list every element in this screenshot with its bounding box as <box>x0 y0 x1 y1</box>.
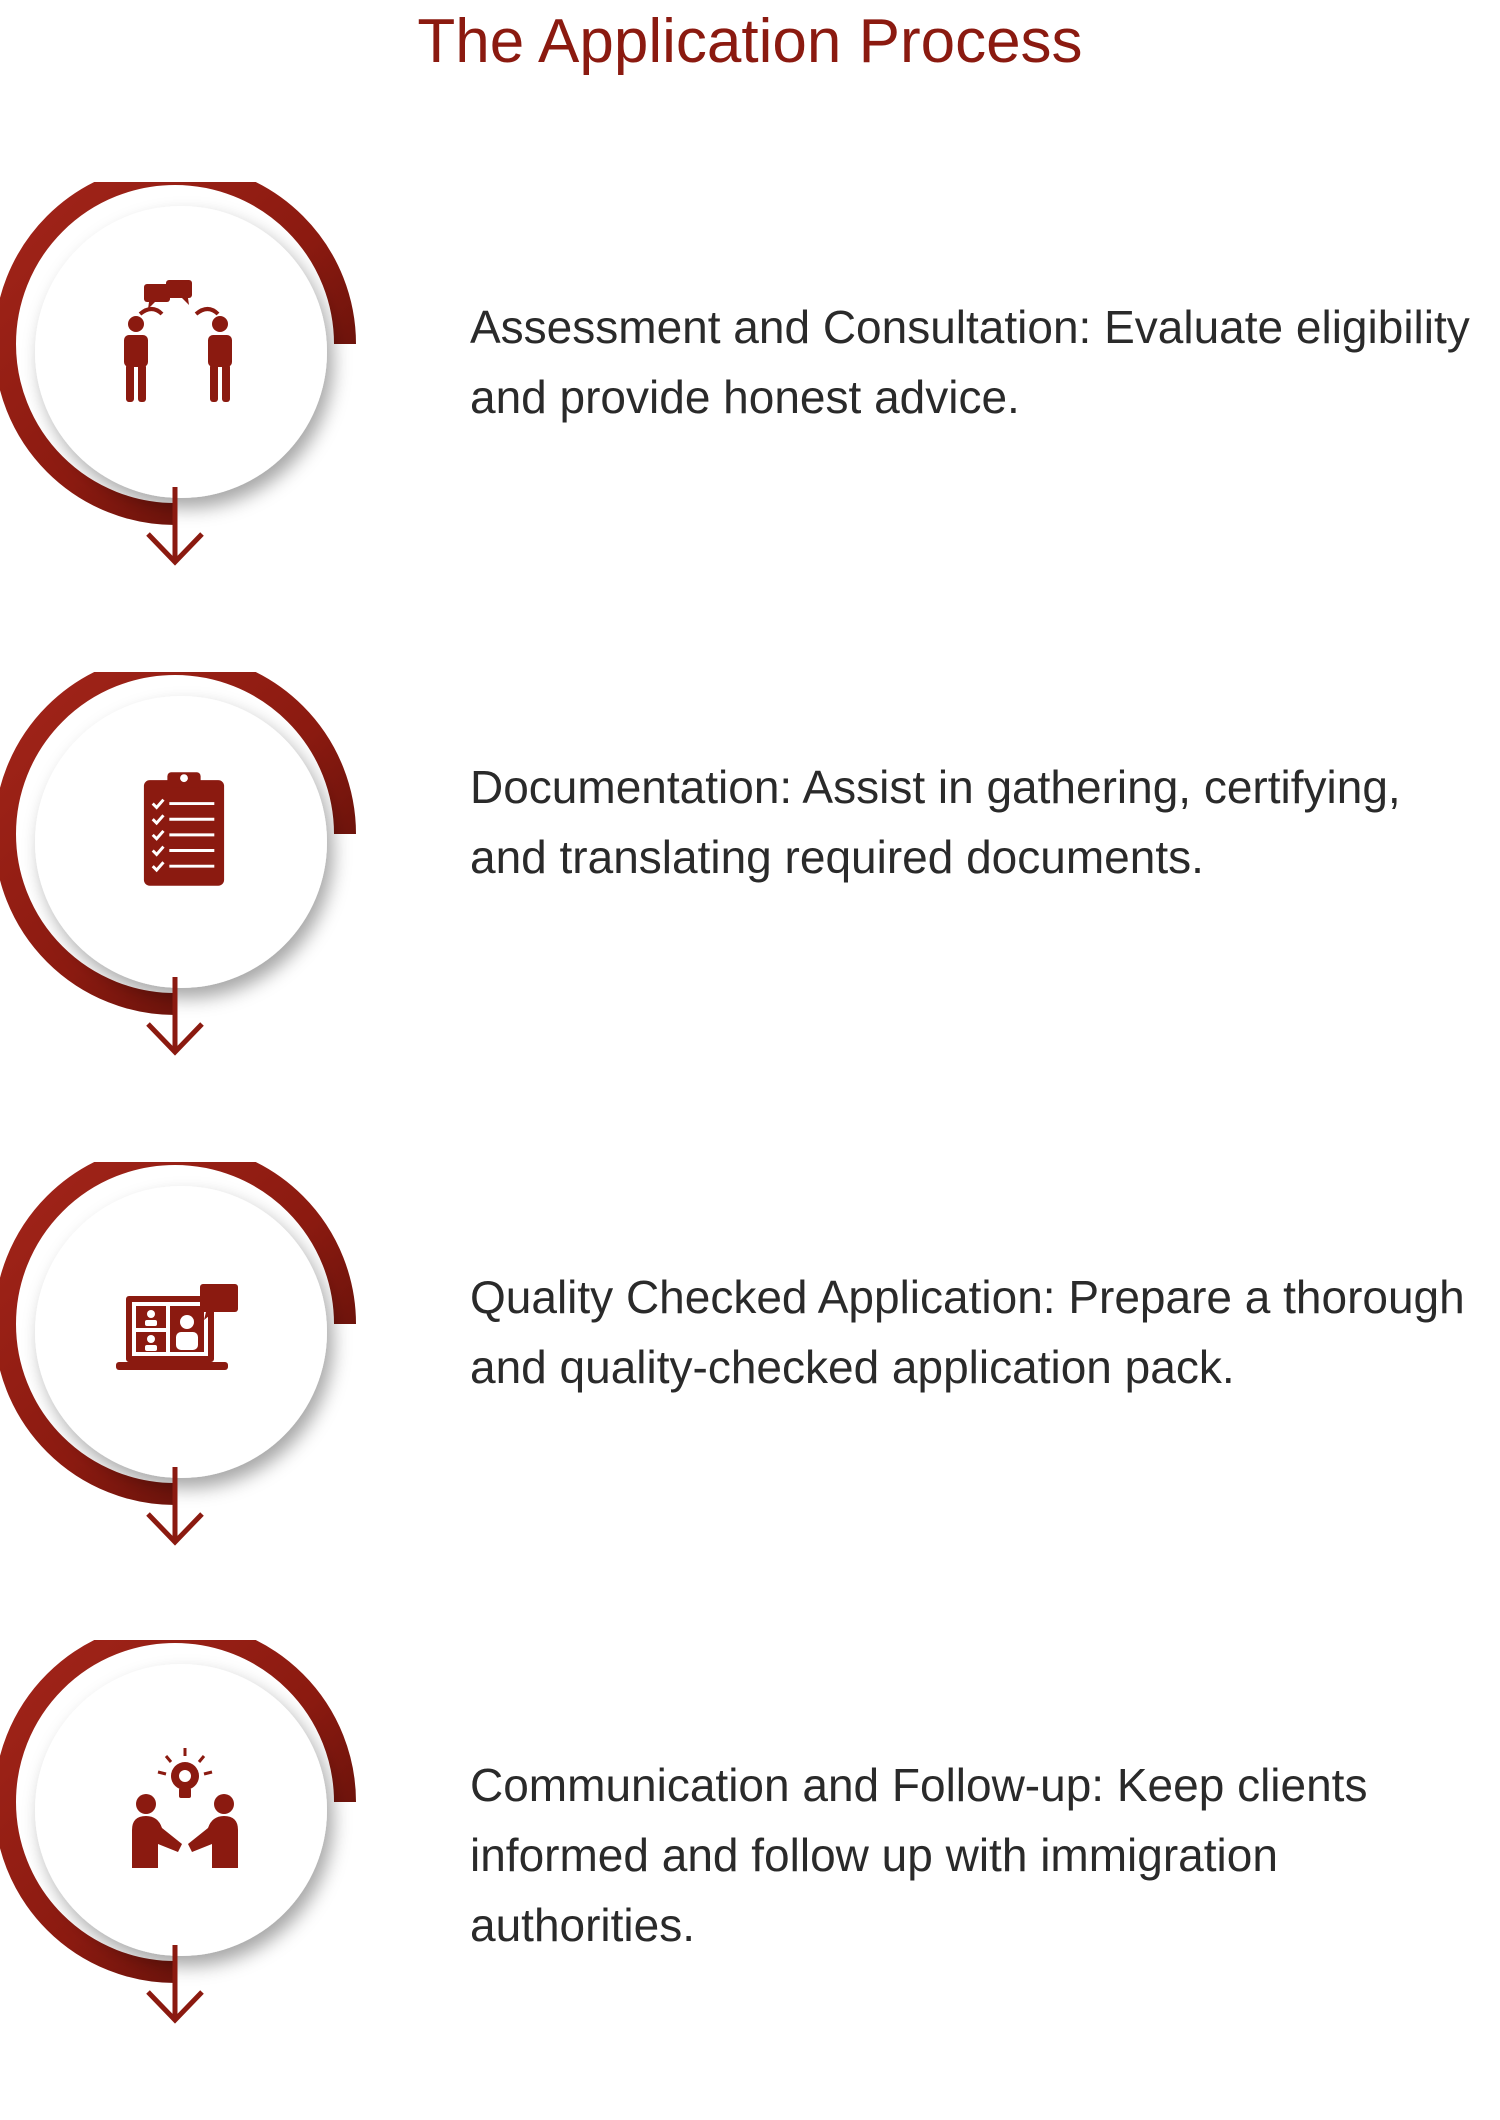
step-3-description: Quality Checked Application: Prepare a thorough and quality-checked application pack. <box>470 1271 1465 1393</box>
clipboard-checklist-icon <box>140 770 228 888</box>
step-4-ring-graphic <box>0 1640 380 2120</box>
step-2-description: Documentation: Assist in gathering, certifying, and translating required documents. <box>470 761 1401 883</box>
step-4-description: Communication and Follow-up: Keep clients informed and follow up with immigration authorities. <box>470 1759 1368 1951</box>
page-title: The Application Process <box>417 7 1083 76</box>
step-2-ring-graphic <box>0 672 380 1152</box>
video-call-laptop-icon <box>114 1284 244 1384</box>
step-1-ring-graphic <box>0 182 380 662</box>
step-3-ring-graphic <box>0 1162 380 1642</box>
handshake-idea-icon <box>130 1748 240 1868</box>
step-1-description: Assessment and Consultation: Evaluate eligibility and provide honest advice. <box>470 301 1470 423</box>
consultation-icon <box>112 280 242 410</box>
